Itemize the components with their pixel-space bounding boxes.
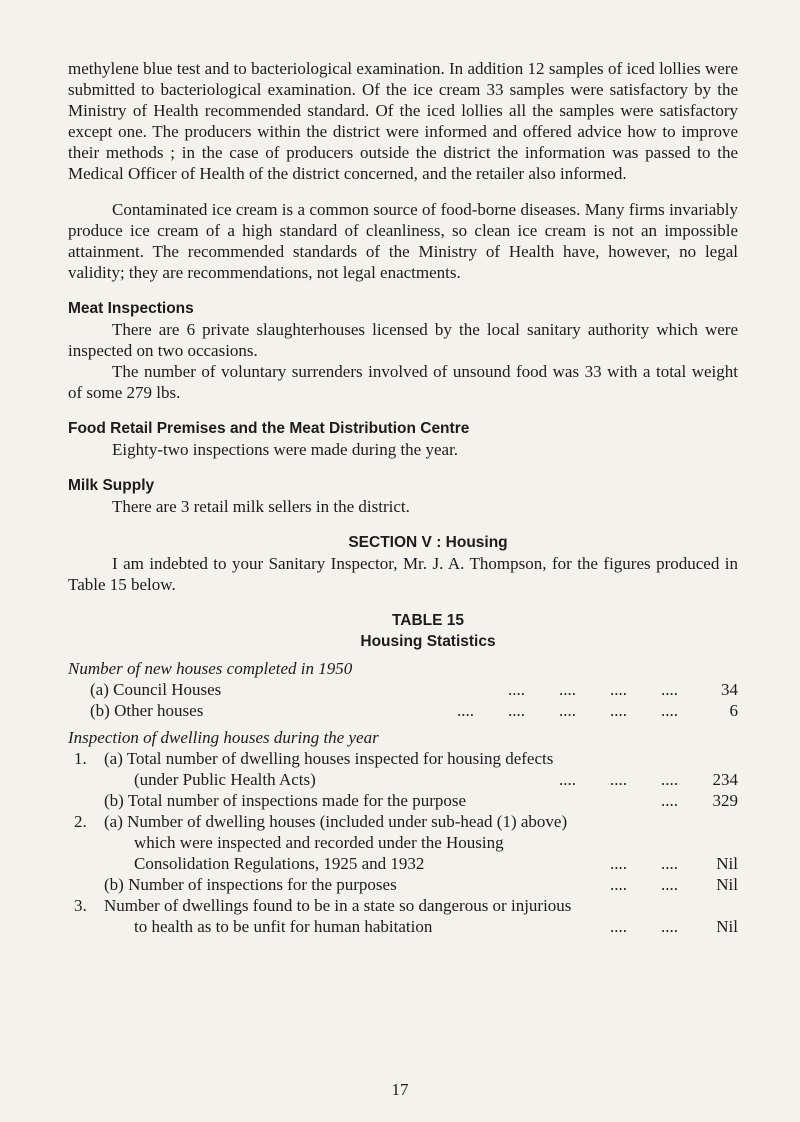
table-row: [68, 679, 738, 700]
item-number: 2.: [74, 812, 87, 831]
list-item: [68, 895, 738, 916]
row-label: (b) Total number of inspections made for the purpose: [104, 791, 467, 810]
row-label: (b) Number of inspections for the purposes: [104, 875, 397, 894]
paragraph-voluntary-surrenders: The number of voluntary surrenders involved of unsound food was 33 with a total weight of some 279 lbs.: [68, 362, 738, 402]
row-value: 234: [712, 770, 738, 789]
item-continuation: [68, 832, 738, 853]
table-row: [68, 874, 738, 895]
table-row: [68, 916, 738, 937]
dot-leader: ....: [661, 791, 678, 810]
table-row: [68, 769, 738, 790]
dot-leader: .... .... .... ....: [508, 680, 678, 699]
dot-leader: .... ....: [610, 854, 678, 873]
row-value: Nil: [716, 875, 738, 894]
row-label: (under Public Health Acts): [134, 770, 316, 789]
group-inspection-heading: Inspection of dwelling houses during the year: [68, 728, 379, 747]
dot-leader: .... .... .... .... ....: [457, 701, 678, 720]
item-number: 3.: [74, 896, 87, 915]
heading-milk-supply: Milk Supply: [68, 477, 155, 494]
paragraph-section-intro: I am indebted to your Sanitary Inspector, Mr. J. A. Thompson, for the figures produced in Table 15 below.: [68, 554, 738, 594]
paragraph-contaminated-ice-cream: Contaminated ice cream is a common source of food-borne diseases. Many firms invariably produce ice cream of a high standard of cleanliness, so clean ice cream is not an impossible attainment. The recommended standards of the Ministry of Health have, however, no legal validity; they are recommendations, not legal enactments.: [68, 200, 738, 282]
page-number: 17: [391, 1080, 409, 1099]
heading-meat-inspections: Meat Inspections: [68, 300, 194, 317]
row-value: 6: [729, 701, 738, 720]
paragraph-milk-supply: There are 3 retail milk sellers in the district.: [112, 497, 410, 516]
table-row: [68, 853, 738, 874]
item-number: 1.: [74, 749, 87, 768]
row-value: Nil: [716, 854, 738, 873]
item-line: which were inspected and recorded under the Housing: [134, 833, 504, 852]
row-label: to health as to be unfit for human habitation: [134, 917, 433, 936]
item-line: (a) Total number of dwelling houses inspected for housing defects: [104, 749, 554, 768]
document-page: [68, 58, 738, 937]
row-value: Nil: [716, 917, 738, 936]
group-new-houses-heading: Number of new houses completed in 1950: [68, 659, 353, 678]
dot-leader: .... ....: [610, 875, 678, 894]
list-item: [68, 811, 738, 832]
dot-leader: .... .... ....: [559, 770, 678, 789]
list-item: [68, 748, 738, 769]
row-label: Consolidation Regulations, 1925 and 1932: [134, 854, 425, 873]
row-value: 34: [721, 680, 738, 699]
heading-section-housing: SECTION V : Housing: [348, 534, 508, 551]
item-line: (a) Number of dwelling houses (included under sub-head (1) above): [104, 812, 568, 831]
item-line: Number of dwellings found to be in a state so dangerous or injurious: [104, 896, 572, 915]
row-label: (a) Council Houses: [90, 680, 222, 699]
table-subtitle: Housing Statistics: [360, 633, 496, 650]
paragraph-ice-cream-results: methylene blue test and to bacteriological examination. In addition 12 samples of iced lollies were submitted to bacteriological examination. Of the ice cream 33 samples were satisfactory by the Ministry of Health recommended standard. Of the iced lollies all the samples were satisfactory except one. The producers within the district were informed and offered advice how to improve their methods ; in the case of producers outside the district the information was passed to the Medical Officer of Health of the district concerned, and the retailer also informed.: [68, 59, 738, 183]
paragraph-food-retail: Eighty-two inspections were made during the year.: [112, 440, 459, 459]
row-label: (b) Other houses: [90, 701, 204, 720]
dot-leader: .... ....: [610, 917, 678, 936]
table-title: TABLE 15: [391, 612, 465, 629]
paragraph-slaughterhouses: There are 6 private slaughterhouses licensed by the local sanitary authority which were inspected on two occasions.: [68, 320, 738, 360]
table-row: [68, 790, 738, 811]
table-row: [68, 700, 738, 721]
row-value: 329: [712, 791, 738, 810]
heading-food-retail: Food Retail Premises and the Meat Distribution Centre: [68, 420, 470, 437]
